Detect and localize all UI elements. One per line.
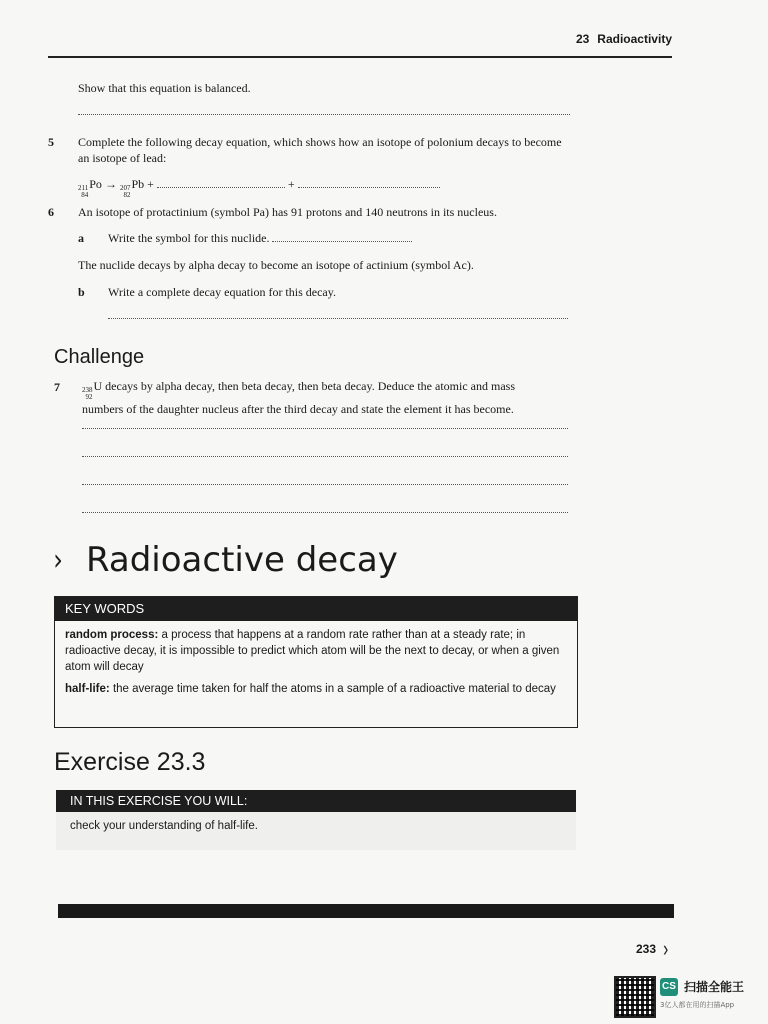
answer-line[interactable] [82, 484, 568, 485]
chevron-right-icon: › [663, 936, 669, 961]
balance-question: Show that this equation is balanced. [78, 81, 251, 95]
part-b-text: Write a complete decay equation for this decay. [108, 285, 336, 299]
challenge-heading: Challenge [54, 346, 145, 368]
answer-blank-1[interactable] [157, 187, 285, 188]
page-number: 233 › [636, 936, 669, 961]
watermark-app-name: 扫描全能王 [684, 980, 745, 994]
u-numbers: 238 92 [82, 386, 93, 401]
answer-line[interactable] [78, 114, 570, 115]
answer-blank-2[interactable] [298, 187, 440, 188]
watermark-tagline: 3亿人都在用的扫描App [660, 1001, 735, 1009]
key-word-definition: a process that happens at a random rate rather than at a steady rate; in radioactive decay, it is impossible to predict which atom will be the next to decay, or when a given atom will decay [65, 629, 560, 673]
key-word-term: half-life: [65, 683, 110, 695]
key-word-item [65, 681, 567, 697]
exercise-title: Exercise 23.3 [54, 748, 206, 776]
answer-line[interactable] [82, 512, 568, 513]
question-6-middle-text: The nuclide decays by alpha decay to become an isotope of actinium (symbol Ac). [78, 258, 474, 272]
answer-line[interactable] [82, 456, 568, 457]
question-6-text: An isotope of protactinium (symbol Pa) has 91 protons and 140 neutrons in its nucleus. [78, 205, 497, 219]
question-number-7: 7 [54, 380, 60, 394]
key-word-definition: the average time taken for half the atoms in a sample of a radioactive material to decay [112, 683, 556, 695]
part-b-label: b [78, 285, 85, 299]
key-word-term: random process: [65, 629, 159, 641]
plus-sign: + [147, 177, 154, 191]
part-a-text: Write the symbol for this nuclide. [108, 230, 412, 246]
po-symbol: Po [89, 177, 102, 191]
exercise-box [56, 790, 576, 850]
pb-symbol: Pb [131, 177, 145, 191]
key-words-body [55, 621, 577, 709]
chapter-title: Radioactivity [597, 32, 672, 46]
section-heading [52, 540, 398, 580]
exercise-box-heading: IN THIS EXERCISE YOU WILL: [56, 790, 576, 812]
chevron-right-icon: › [53, 542, 63, 578]
key-word-item [65, 627, 567, 675]
section-title: Radioactive decay [86, 540, 398, 580]
answer-line[interactable] [82, 428, 568, 429]
u-symbol: U [93, 379, 103, 393]
question-7-text: 238 92 U decays by alpha decay, then beta decay, then beta decay. Deduce the atomic and mass numbers of the daughter nucleus after the third decay and state the element it has become. [82, 379, 515, 416]
arrow-icon: → [104, 177, 117, 191]
qr-code-icon [614, 976, 656, 1018]
header-title [576, 32, 672, 46]
pb-numbers: 207 82 [119, 184, 131, 199]
exercise-box-item: check your understanding of half-life. [56, 812, 576, 850]
decay-equation-5 [78, 176, 598, 199]
footer-bar [58, 904, 674, 918]
chapter-number: 23 [575, 32, 590, 46]
answer-line[interactable] [108, 318, 568, 319]
page-header [48, 28, 672, 58]
plus-sign-2: + [287, 177, 295, 191]
po-numbers: 211 84 [78, 184, 89, 199]
part-a-label: a [78, 231, 84, 245]
camscanner-logo-icon: CS [660, 978, 678, 996]
question-number-5: 5 [48, 135, 54, 149]
question-5-text: Complete the following decay equation, which shows how an isotope of polonium decays to become an isotope of lead: [78, 135, 562, 165]
key-words-heading: KEY WORDS [55, 597, 577, 621]
key-words-box [54, 596, 578, 728]
answer-blank-3[interactable] [272, 241, 412, 242]
question-number-6: 6 [48, 205, 54, 219]
